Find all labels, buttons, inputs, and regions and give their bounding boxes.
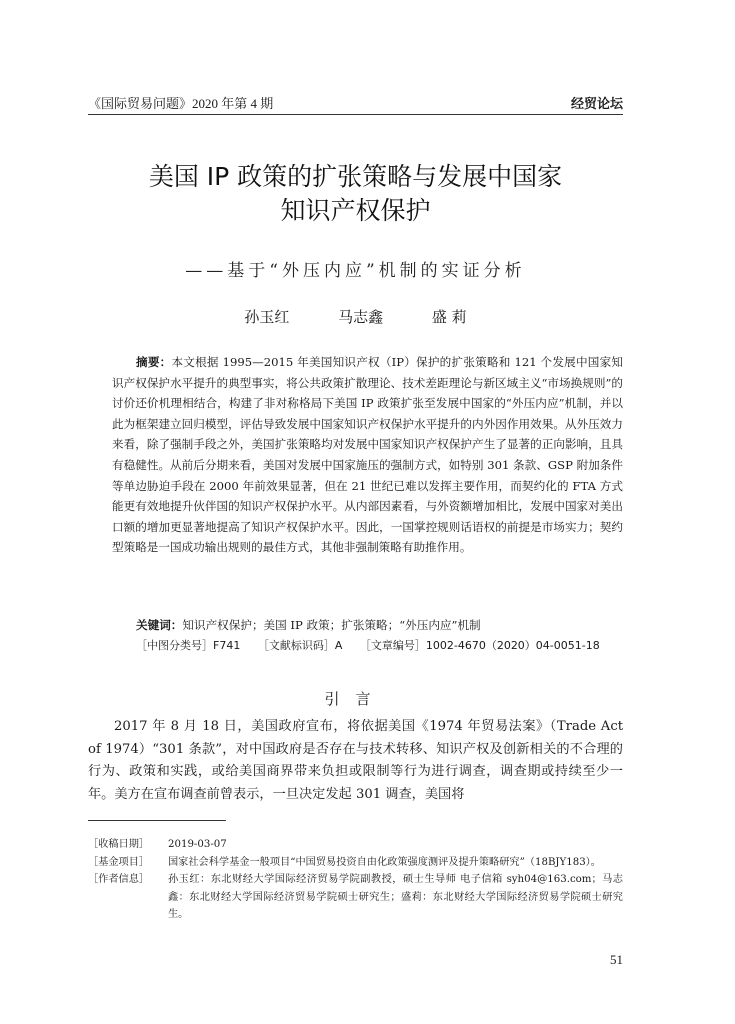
- classification-line: [136, 636, 635, 656]
- running-head: [88, 90, 623, 112]
- header-rule: [88, 114, 623, 115]
- article-subtitle: ——基于“外压内应”机制的实证分析: [185, 261, 526, 281]
- footnote-rule: [88, 820, 226, 821]
- author-list: [88, 306, 623, 327]
- column-name: 经贸论坛: [570, 97, 623, 112]
- keywords-label: 关键词：: [136, 618, 183, 632]
- author-1: 孙玉红: [244, 308, 290, 326]
- author-3: 盛 莉: [431, 308, 467, 326]
- title-line-2: 知识产权保护: [280, 196, 431, 225]
- journal-issue: 《国际贸易问题》2020 年第 4 期: [88, 96, 274, 111]
- title-line-1: 美国 IP 政策的扩张策略与发展中国家: [148, 162, 563, 191]
- footnote-received: ［收稿日期］ 2019-03-07: [88, 839, 227, 850]
- section-heading: 引言: [324, 690, 387, 708]
- footnote-authors: ［作者信息］ 孙玉红：东北财经大学国际经济贸易学院副教授，硕士生导师 电子信箱 syh04@163.com；马志鑫：东北财经大学国际经济贸易学院硕士研究生；盛莉：东北财经大学国际经济贸易学院硕士研究生。: [88, 874, 623, 921]
- page-number: 51: [610, 952, 623, 967]
- keywords: [136, 615, 623, 635]
- body-paragraph: 2017 年 8 月 18 日，美国政府宣布，将依据美国《1974 年贸易法案》（Trade Act of 1974）“301 条款”，对中国政府是否存在与技术转移、知识产权及创新相关的不合理的行为、政策和实践，或给美国商界带来负担或限制等行为进行调查，调查期或持续至少一年。美方在宣布调查前曾表示，一旦决定发起 301 调查，美国将: [88, 719, 623, 802]
- body-text: [88, 716, 623, 806]
- abstract-label: 摘要：: [136, 355, 172, 369]
- article-title: [88, 160, 623, 228]
- document-code: ［文献标识码］A: [257, 639, 343, 652]
- footnotes: [88, 836, 623, 924]
- clc-number: ［中图分类号］F741: [136, 639, 241, 652]
- abstract: [112, 352, 623, 558]
- keywords-text: 知识产权保护；美国 IP 政策；扩张策略；“外压内应”机制: [182, 618, 481, 632]
- author-2: 马志鑫: [338, 308, 384, 326]
- footnote-funding: ［基金项目］ 国家社会科学基金一般项目“中国贸易投资自由化政策强度测评及提升策略研究”（18BJY183）。: [88, 856, 601, 868]
- abstract-text: 本文根据 1995—2015 年美国知识产权（IP）保护的扩张策略和 121 个发展中国家知识产权保护水平提升的典型事实，将公共政策扩散理论、技术差距理论与新区域主义“市场换规则”的讨价还价机理相结合，构建了非对称格局下美国 IP 政策扩张至发展中国家的“外压内应”机制，并以此为框架建立回归模型，评估导致发展中国家知识产权保护水平提升的内外因作用效果。从外压效力来看，除了强制手段之外，美国扩张策略均对发展中国家知识产权保护产生了显著的正向影响，且具有稳健性。从前后分期来看，美国对发展中国家施压的强制方式，如特别 301 条款、GSP 附加条件等单边胁迫手段在 2000 年前效果显著，但在 21 世纪已难以发挥主要作用，而契约化的 FTA 方式能更有效地提升伙伴国的知识产权保护水平。从内部因素看，与外资额增加相比，发展中国家对美出口额的增加更显著地提高了知识产权保护水平。因此，一国掌控规则话语权的前提是市场实力；契约型策略是一国成功输出规则的最佳方式，其他非强制策略有助推作用。: [112, 355, 623, 555]
- article-number: ［文章编号］1002-4670（2020）04-0051-18: [359, 639, 600, 652]
